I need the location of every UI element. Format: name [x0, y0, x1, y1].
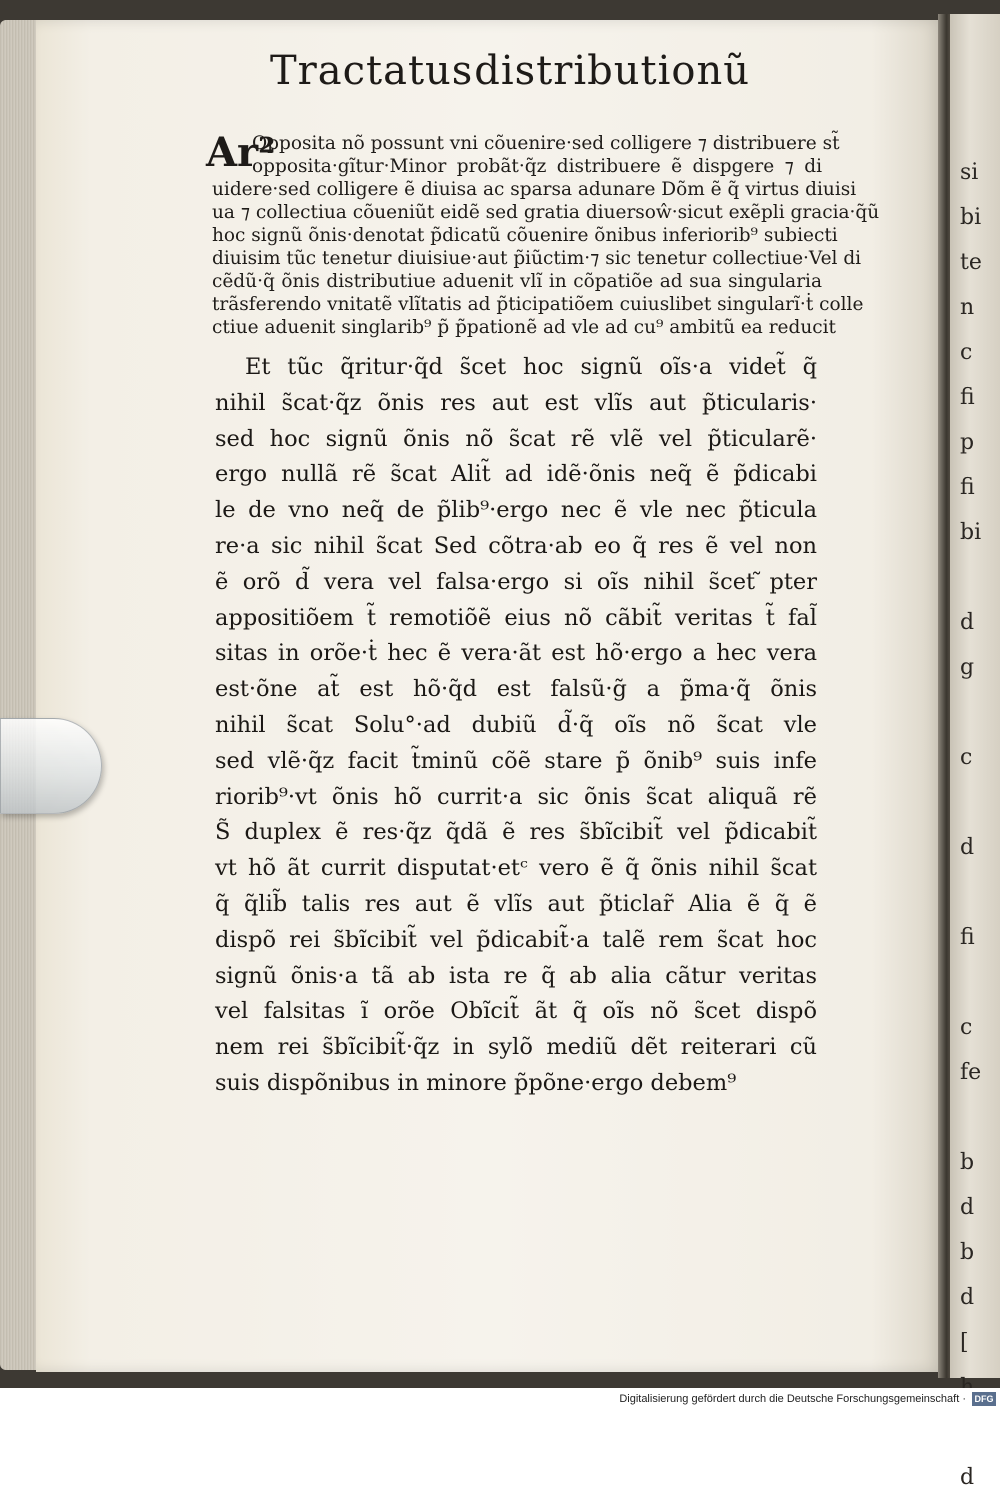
text-line: nihil s̃cat·q̃z õnis res aut est vlĩs aut p̃ticularis·	[215, 389, 817, 416]
running-head-right: distributionũ	[474, 48, 750, 94]
text-line: vel falsitas ĩ orõe Obĩcit̃ ãt q̃ oĩs nõ s̃cet dispõ	[215, 998, 817, 1025]
text-line: dispõ rei s̃bĩcibit̃ vel p̃dicabit̃·a talẽ rem s̃cat hoc	[215, 926, 817, 953]
text-line: re·a sic nihil s̃cat Sed cõtra·ab eo q̃ res ẽ vel non	[215, 532, 817, 559]
drop-cap: Ar²	[206, 129, 276, 176]
commentary-line: ua ⁊ collectiua cõueniũt eidẽ sed gratia diuersoŵ·sicut exẽpli gracia·q̃ũ	[212, 202, 880, 223]
text-line: sitas in orõe·ṫ hec ẽ vera·ãt est hõ·ergo a hec vera	[215, 640, 817, 667]
running-head-left: Tractatus	[270, 48, 474, 94]
footer-credit: Digitalisierung gefördert durch die Deutsche Forschungsgemeinschaft ·	[619, 1393, 966, 1405]
commentary-line: trãsferendo vnitatẽ vlĩtatis ad p̃ticipatiõem cuiuslibet singularĩ·ṫ colle	[212, 294, 864, 315]
commentary-line: opposita·gĩtur·Minor probãt·q̃z distribuere ẽ dispgere ⁊ di	[252, 156, 822, 177]
commentary-line: Opposita nõ possunt vni cõuenire·sed colligere ⁊ distribuere st̃	[252, 133, 840, 154]
page-clip	[0, 718, 102, 814]
main-text-block	[215, 350, 817, 1102]
dfg-logo: DFG	[972, 1392, 996, 1406]
text-line: signũ õnis·a tã ab ista re q̃ ab alia cãtur veritas	[215, 962, 817, 989]
text-line: riorib⁹·vt õnis hõ currit·a sic õnis s̃cat aliquã rẽ	[215, 783, 817, 810]
text-line: le de vno neq̃ de p̃lib⁹·ergo nec ẽ vle nec p̃ticula	[215, 497, 817, 524]
text-line: suis dispõnibus in minore p̃põne·ergo debem⁹	[215, 1069, 737, 1096]
footer-bar	[0, 1388, 1000, 1410]
commentary-line: uidere·sed colligere ẽ diuisa ac sparsa adunare Dõm ẽ q̃ virtus diuisi	[212, 179, 857, 200]
commentary-line: ctiue aduenit singlarib⁹ p̃ p̃pationẽ ad vle ad cu⁹ ambitũ ea reducit	[212, 317, 836, 338]
text-line: sed vlẽ·q̃z facit t̃minũ cõẽ stare p̃ õnib⁹ suis infe	[215, 747, 817, 774]
text-line: S̃ duplex ẽ res·q̃z q̃dã ẽ res s̃bĩcibit̃ vel p̃dicabit̃	[215, 819, 817, 846]
facing-page-text-fragments: si bi te n c fi p fi bi d g c d fi c fe b d b d [ d	[960, 160, 982, 1490]
text-line: Et tũc q̃ritur·q̃d s̃cet hoc signũ oĩs·a videt̃ q̃	[245, 354, 817, 380]
text-line: sed hoc signũ õnis nõ s̃cat rẽ vlẽ vel p̃ticularẽ·	[215, 425, 817, 452]
left-page-edges	[0, 20, 40, 1370]
text-line: nihil s̃cat Solu°·ad dubiũ d̃·q̃ oĩs nõ s̃cat vle	[215, 711, 817, 738]
text-line: ẽ orõ d̃ vera vel falsa·ergo si oĩs nihil s̃cet ̃pter	[215, 568, 817, 595]
commentary-line: diuisim tũc tenetur diuisiue·aut p̃iũctim·⁊ sic tenetur collectiue·Vel di	[212, 248, 862, 269]
commentary-line: hoc signũ õnis·denotat p̃dicatũ cõuenire õnibus inferiorib⁹ subiecti	[212, 225, 838, 246]
text-line: ergo nullã rẽ s̃cat Alit̃ ad idẽ·õnis neq̃ ẽ p̃dicabi	[215, 461, 817, 488]
commentary-line: cẽdũ·q̃ õnis distributiue aduenit vlĩ in cõpatiõe ad sua singularia	[212, 271, 822, 292]
text-line: q̃ q̃lib̃ talis res aut ẽ vlĩs aut p̃ticlar̃ Alia ẽ q̃ ẽ	[215, 890, 817, 917]
text-line: est·õne at̃ est hõ·q̃d est falsũ·g̃ a p̃ma·q̃ õnis	[215, 676, 817, 703]
text-line: appositiõem t̃ remotiõẽ eius nõ cãbit̃ veritas t̃ fal̃	[215, 604, 817, 631]
text-line: vt hõ ãt currit disputat·etᶜ vero ẽ q̃ õnis nihil s̃cat	[215, 855, 817, 882]
running-head	[270, 48, 750, 98]
text-line: nem rei s̃bĩcibit̃·q̃z in sylõ mediũ dẽt reiterari cũ	[215, 1034, 817, 1061]
